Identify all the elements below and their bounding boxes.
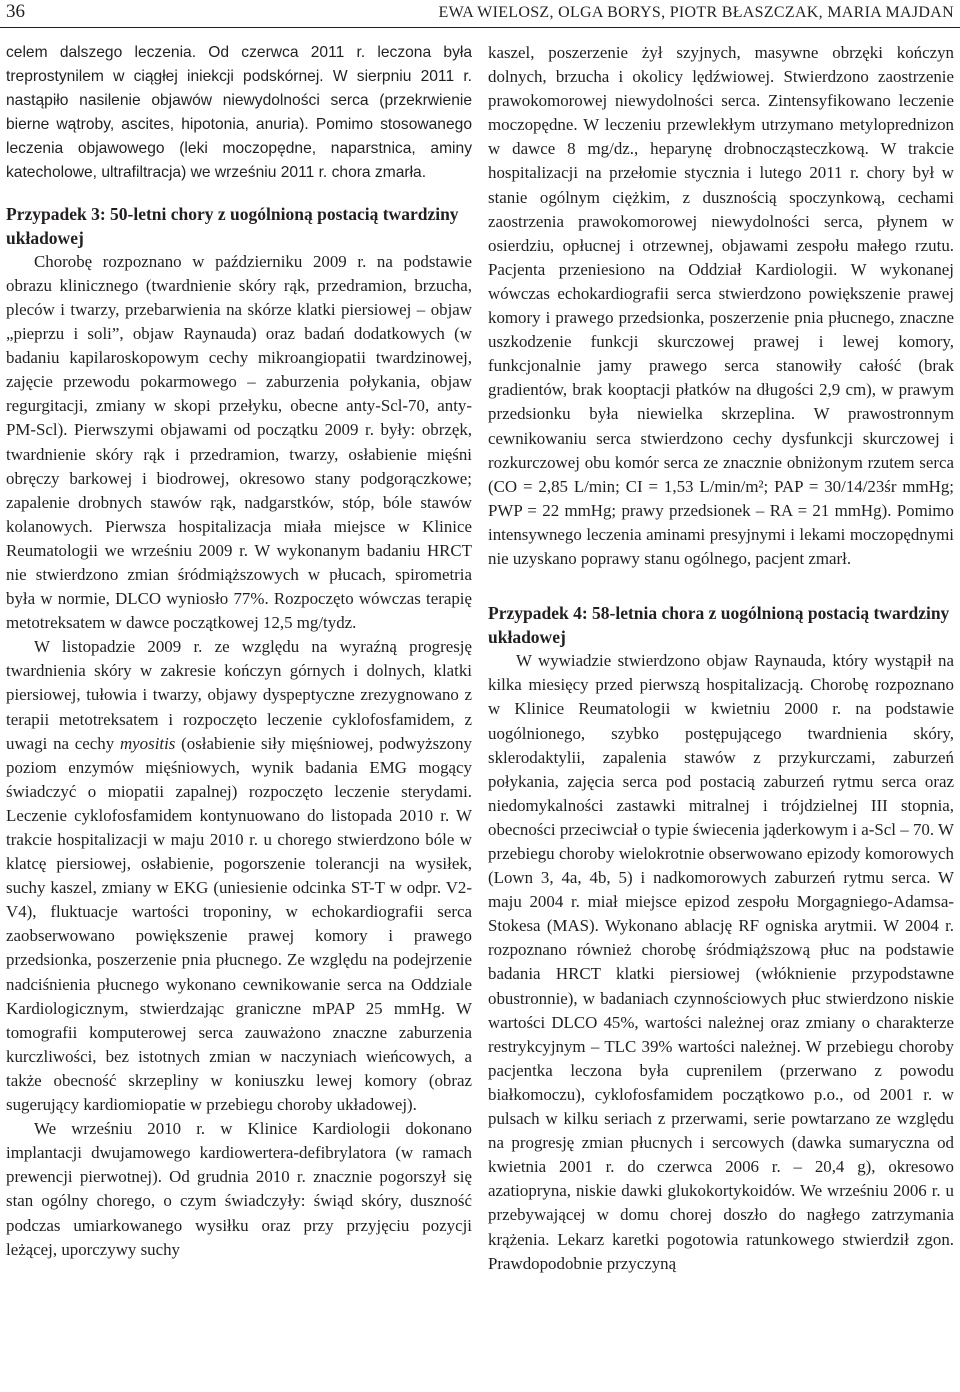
header-rule: [0, 27, 960, 28]
running-head-authors: EWA WIELOSZ, OLGA BORYS, PIOTR BŁASZCZAK, MARIA MAJDAN: [438, 4, 954, 21]
case3-heading: Przypadek 3: 50-letni chory z uogólnioną postacią twardziny układowej: [6, 203, 459, 248]
case4-paragraph: W wywiadzie stwierdzono objaw Raynauda, który wystąpił na kilka miesięcy przed pierwszą hospitalizacją. Chorobę rozpoznano w Klinice Reumatologii w kwietniu 2000 r. na podstawie uogólnionego, szybko postępującego twardnienia skóry, sklerodaktylii, zapalenia stawów z przykurczami, zaburzeń połykania, zajęcia serca pod postacią zaburzeń rytmu serca oraz niedomykalności zastawki mitralnej i trójdzielnej III stopnia, obecności przeciwciał o typie świecenia jąderkowym i a-Scl – 70. W przebiegu choroby wielokrotnie obserwowano epizody komorowych (Lown 3, 4a, 4b, 5) i nadkomorowych zaburzeń rytmu serca. W maju 2004 r. miał miejsce epizod zespołu Morgagniego-Adamsa-Stokesa (MAS). Wykonano ablację RF ogniska arytmii. W 2004 r. rozpoznano również chorobę śródmiąższową płuc na podstawie badania HRCT klatki piersiowej (włóknienie przypodstawne obustronnie), w badaniach czynnościowych płuc stwierdzono niskie wartości DLCO 45%, wartości należnej oraz zmiany o charakterze restrykcyjnym – TLC 39% wartości należnej. W przebiegu choroby pacjentka leczona była cuprenilem (przerwano z powodu białkomoczu), cyklofosfamidem początkowo p.o., od 2001 r. w pulsach w kilku seriach z przerwami, serie powtarzano ze względu na progresję zmian płucnych i sercowych (dawka sumaryczna od kwietnia 2001 r. do czerwca 2006 r. – 20,4 g), okresowo azatiopryna, niskie dawki glukokortykoidów. We wrześniu 2006 r. u przebywającej w domu chorej doszło do nagłego zatrzymania krążenia. Lekarz karetki pogotowia ratunkowego stwierdził zgon. Prawdopodobnie przyczyną: [488, 651, 954, 1273]
case3-paragraph-icd: We wrześniu 2010 r. w Klinice Kardiologii dokonano implantacji dwujamowego kardiowertera-defibrylatora (w ramach prewencji pierwotnej). Od grudnia 2010 r. znacznie pogorszył się stan ogólny chorego, o czym świadczyły: świąd skóry, duszność podczas umiarkowanego wysiłku oraz przy przyjęciu pozycji leżącej, uporczywy suchy: [6, 1119, 472, 1259]
case3-paragraph-diagnosis: Chorobę rozpoznano w październiku 2009 r. na podstawie obrazu klinicznego (twardnienie skóry rąk, przedramion, brzucha, pleców i twarzy, przebarwienia na skórze klatki piersiowej – objaw „pieprzu i soli”, objaw Raynauda) oraz badań dodatkowych (w badaniu kapilaroskopowym cechy mikroangiopatii twardzinowej, zajęcie przewodu pokarmowego – zaburzenia połykania, objaw regurgitacji, zmiany w skopi przełyku, obecne anty-Scl-70, anty-PM-Scl). Pierwszymi objawami od początku 2009 r. były: obrzęk, twardnienie skóry rąk i przedramion, twarzy, osłabienie mięśni obręczy barkowej i biodrowej, okresowo stany podgorączkowe; zapalenie drobnych stawów rąk, nadgarstków, stóp, bóle stawów kolanowych. Pierwsza hospitalizacja miała miejsce w Klinice Reumatologii we wrześniu 2009 r. W wykonanym badaniu HRCT nie stwierdzono zmian śródmiąższowych w płucach, spirometria była w normie, DLCO wyniosło 77%. Rozpoczęto wówczas terapię metotreksatem w dawce początkowej 12,5 mg/tydz.: [6, 251, 472, 633]
case3-continuation-paragraph: kaszel, poszerzenie żył szyjnych, masywne obrzęki kończyn dolnych, brzucha i okolicy lędźwiowej. Stwierdzono zaostrzenie prawokomorowej niewydolności serca. Zintensyfikowano leczenie moczopędne. W leczeniu przewlekłym utrzymano metyloprednizon w dawce 8 mg/dz., heparynę drobnocząsteczkową. W trakcie hospitalizacji na przełomie stycznia i lutego 2011 r. chory był w stanie ogólnym ciężkim, z dusznością spoczynkową, cechami zaostrzenia prawokomorowej niewydolności serca, płynem w osierdziu, opłucnej i otrzewnej, objawami zespołu małego rzutu. Pacjenta przeniesiono na Oddział Kardiologii. W wykonanej wówczas echokardiografii serca stwierdzono powiększenie prawej komory i prawego przedsionka, poszerzenie pnia płucnego, znaczne uszkodzenie funkcji skurczowej prawej i lewej komory, funkcjonalnie jamy prawego serca stanowiły całość (brak gradientów, brak kooptacji płatków na długości 2,9 cm), w prawym przedsionku była niewielka skrzeplina. W prawostronnym cewnikowaniu serca stwierdzono cechy dysfunkcji skurczowej i rozkurczowej obu komór serca ze znacznie obniżonym rzutem serca (CO = 2,85 L/min; CI = 1,53 L/min/m²; PAP = 30/14/23śr mmHg; PWP = 22 mmHg; prawy przedsionek – RA = 21 mmHg). Pomimo intensywnego leczenia aminami presyjnymi i lekami moczopędnymi nie uzyskano poprawy stanu ogólnego, pacjent zmarł.: [488, 43, 954, 568]
case3-text-part: (osłabienie siły mięśniowej, podwyższony poziom enzymów mięśniowych, wynik badania EMG mogący świadczyć o miopatii zapalnej) rozpoczęto leczenie sterydami. Leczenie cyklofosfamidem kontynuowano do listopada 2010 r. W trakcie hospitalizacji w maju 2010 r. u chorego stwierdzono bóle w klatcę piersiowej, osłabienie, pogorszenie tolerancji na wysiłek, suchy kaszel, zmiany w EKG (uniesienie odcinka ST-T w odpr. V2-V4), fluktuacje wartości troponiny, w echokardiografii serca zaobserwowano powiększenie prawej komory i prawego przedsionka, poszerzenie pnia płucnego. Ze względu na podejrzenie nadciśnienia płucnego wykonano cewnikowanie serca na Oddziale Kardiologicznym, stwierdzając graniczne mPAP 25 mmHg. W tomografii komputerowej serca zauważono znaczne zaburzenia kurczliwości, bez istotnych zmian w naczyniach wieńcowych, a także obecność skrzepliny w koniuszku lewej komory (obraz sugerujący kardiomiopatie w przebiegu choroby układowej).: [6, 733, 473, 1115]
right-column: [488, 41, 954, 1276]
case3-italic-term: myositis: [119, 733, 176, 753]
left-column: [6, 41, 472, 1262]
case3-paragraph-treatment: [6, 635, 472, 1117]
case2-conclusion-paragraph: celem dalszego leczenia. Od czerwca 2011 r. leczona była treprostynilem w ciągłej iniekcji podskórnej. W sierpniu 2011 r. nastąpiło nasilenie objawów niewydolności serca (przekrwienie bierne wątroby, ascites, hipotonia, anuria). Pomimo stosowanego leczenia objawowego (leki moczopędne, naparstnica, aminy katecholowe, ultrafiltracja) we wrześniu 2011 r. chora zmarła.: [6, 44, 472, 182]
case4-heading: Przypadek 4: 58-letnia chora z uogólnioną postacią twardziny układowej: [488, 603, 950, 648]
page-header: [0, 0, 960, 28]
page-number: 36: [6, 1, 25, 22]
case3-text-part: W listopadzie 2009 r. ze względu na wyraźną progresję twardnienia skóry w zakresie kończyn górnych i dolnych, klatki piersiowej, tułowia i twarzy, objawy dyspeptyczne zrezygnowano z terapii metotreksatem i rozpoczęto leczenie cyklofosfamidem, z uwagi na cechy: [6, 637, 472, 753]
